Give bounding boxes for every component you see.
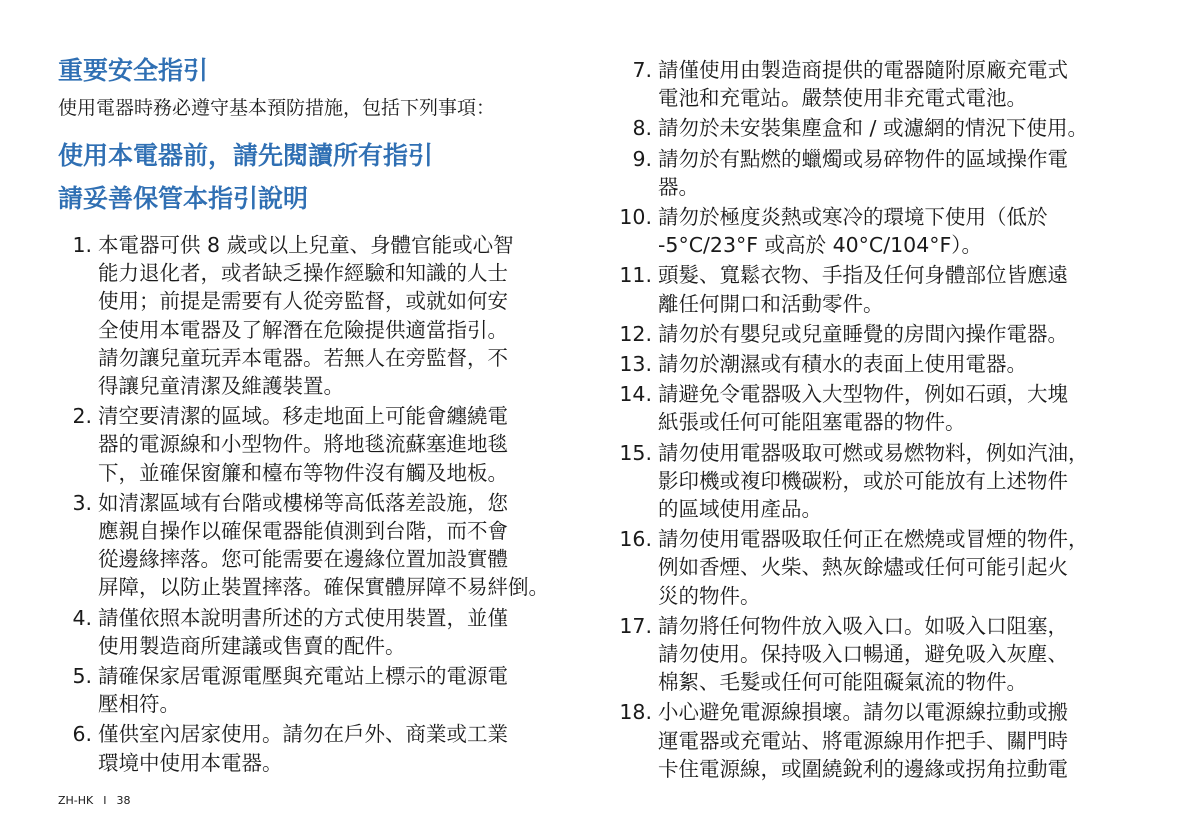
item-text-line: 電池和充電站。嚴禁使用非充電式電池。 [658, 86, 1027, 111]
item-text-line: 全使用本電器及了解潛在危險提供適當指引。 [98, 317, 508, 342]
right-instruction-list [618, 56, 1178, 785]
item-text-line: 得讓兒童清潔及維護裝置。 [98, 374, 344, 399]
item-text-line: 僅供室內居家使用。請勿在戶外、商業或工業 [98, 722, 508, 747]
item-text-line: 使用；前提是需要有人從旁監督，或就如何安 [98, 289, 508, 314]
item-text-line: 應親自操作以確保電器能偵測到台階，而不會 [98, 519, 508, 544]
intro-text: 使用電器時務必遵守基本預防措施，包括下列事項： [58, 97, 496, 119]
item-text-line: 使用製造商所建議或售賣的配件。 [98, 633, 406, 658]
item-text-line: 如清潔區域有台階或樓梯等高低落差設施，您 [98, 490, 508, 515]
instruction-item [58, 489, 578, 602]
item-text-line: 請僅使用由製造商提供的電器隨附原廠充電式 [658, 58, 1068, 82]
footer-separator: I [103, 794, 107, 807]
instruction-item [618, 612, 1178, 697]
item-number: 7. [632, 58, 652, 82]
item-text-line: 環境中使用本電器。 [98, 750, 283, 775]
item-text-line: 請勿於潮濕或有積水的表面上使用電器。 [658, 352, 1027, 377]
page-number: 38 [116, 794, 131, 807]
item-text-line: 能力退化者，或者缺乏操作經驗和知識的人士 [98, 261, 508, 286]
item-text-line: 的區域使用產品。 [658, 497, 822, 522]
instruction-item [618, 525, 1178, 610]
item-number: 15. [619, 440, 652, 465]
item-number: 16. [619, 527, 652, 552]
instruction-item [618, 320, 1178, 348]
safety-heading: 重要安全指引 [58, 56, 209, 85]
instruction-item [618, 114, 1178, 142]
item-text-line: 請避免令電器吸入大型物件，例如石頭，大塊 [658, 382, 1068, 407]
item-text-line: 請勿使用。保持吸入口暢通，避免吸入灰塵、 [658, 642, 1068, 667]
item-text-line: 請勿將任何物件放入吸入口。如吸入口阻塞， [658, 613, 1068, 638]
item-number: 5. [72, 664, 92, 689]
item-text-line: 請勿於極度炎熱或寒冷的環境下使用（低於 [658, 205, 1048, 230]
instruction-item [618, 350, 1178, 378]
page-footer [58, 794, 131, 808]
item-text-line: 離任何開口和活動零件。 [658, 291, 884, 316]
item-number: 8. [632, 116, 652, 141]
item-text-line: 頭髮、寬鬆衣物、手指及任何身體部位皆應遠 [658, 263, 1068, 288]
instruction-item [618, 261, 1178, 317]
item-text-line: 壓相符。 [98, 692, 180, 717]
instruction-item [58, 402, 578, 487]
item-text-line: 例如香煙、火柴、熱灰餘燼或任何可能引起火 [658, 555, 1068, 580]
item-number: 18. [619, 700, 652, 725]
instruction-item [58, 604, 578, 660]
item-text-line: 清空要清潔的區域。移走地面上可能會纏繞電 [98, 404, 508, 429]
instruction-item [58, 231, 578, 400]
item-text-line: -5°C/23°F 或高於 40°C/104°F）。 [658, 233, 983, 258]
item-number: 9. [632, 146, 652, 171]
item-text-line: 卡住電源線，或圍繞銳利的邊緣或拐角拉動電 [658, 756, 1068, 781]
left-instruction-list [58, 231, 578, 779]
instruction-item [618, 203, 1178, 259]
item-text-line: 請勿使用電器吸取可燃或易燃物料，例如汽油， [658, 440, 1089, 465]
item-number: 11. [619, 263, 652, 288]
item-text-line: 屏障，以防止裝置摔落。確保實體屏障不易絆倒。 [98, 575, 549, 600]
item-text-line: 請僅依照本說明書所述的方式使用裝置，並僅 [98, 605, 508, 630]
instruction-item [618, 439, 1178, 524]
instruction-item [58, 662, 578, 718]
read-instructions-heading: 使用本電器前，請先閱讀所有指引 [58, 141, 434, 170]
instruction-item [618, 145, 1178, 201]
item-number: 14. [619, 382, 652, 407]
item-number: 1. [72, 233, 92, 257]
item-text-line: 器的電源線和小型物件。將地毯流蘇塞進地毯 [98, 432, 508, 457]
instruction-item [618, 56, 1178, 112]
item-number: 3. [72, 490, 92, 515]
item-text-line: 從邊緣摔落。您可能需要在邊緣位置加設實體 [98, 547, 508, 572]
item-text-line: 影印機或複印機碳粉，或於可能放有上述物件 [658, 468, 1068, 493]
item-text-line: 下，並確保窗簾和檯布等物件沒有觸及地板。 [98, 460, 508, 485]
item-text-line: 請勿於有點燃的蠟燭或易碎物件的區域操作電 [658, 146, 1068, 171]
item-text-line: 請勿使用電器吸取任何正在燃燒或冒煙的物件， [658, 527, 1089, 552]
item-number: 2. [72, 404, 92, 429]
item-text-line: 請確保家居電源電壓與充電站上標示的電源電 [98, 664, 508, 689]
item-number: 6. [72, 722, 92, 747]
item-text-line: 紙張或任何可能阻塞電器的物件。 [658, 410, 966, 435]
item-number: 17. [619, 613, 652, 638]
item-text-line: 小心避免電源線損壞。請勿以電源線拉動或搬 [658, 700, 1068, 725]
item-number: 10. [619, 205, 652, 230]
item-text-line: 請勿於有嬰兒或兒童睡覺的房間內操作電器。 [658, 321, 1068, 346]
item-text-line: 請勿於未安裝集塵盒和 / 或濾網的情況下使用。 [658, 116, 1088, 141]
instruction-item [618, 380, 1178, 436]
item-text-line: 本電器可供 8 歲或以上兒童、身體官能或心智 [98, 233, 514, 257]
keep-instructions-heading: 請妥善保管本指引說明 [58, 184, 309, 213]
footer-language: ZH-HK [58, 794, 94, 807]
item-text-line: 棉絮、毛髮或任何可能阻礙氣流的物件。 [658, 670, 1027, 695]
item-text-line: 災的物件。 [658, 583, 761, 608]
item-text-line: 請勿讓兒童玩弄本電器。若無人在旁監督，不 [98, 345, 508, 370]
instruction-item [58, 720, 578, 776]
item-text-line: 器。 [658, 174, 699, 199]
item-number: 4. [72, 605, 92, 630]
instruction-item [618, 698, 1178, 783]
item-number: 13. [619, 352, 652, 377]
item-number: 12. [619, 321, 652, 346]
item-text-line: 運電器或充電站、將電源線用作把手、關門時 [658, 728, 1068, 753]
